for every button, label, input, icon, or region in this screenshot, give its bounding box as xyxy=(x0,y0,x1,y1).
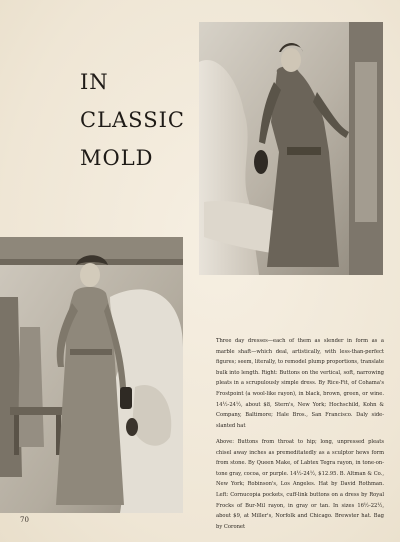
photo-top-right xyxy=(199,22,383,275)
headline-line-3: MOLD xyxy=(80,146,154,170)
headline xyxy=(80,63,185,177)
headline-line-1: IN xyxy=(80,70,109,94)
page-number: 70 xyxy=(20,516,29,524)
photo-bottom-left xyxy=(0,237,183,513)
caption-paragraph-1: Three day dresses—each of them as slender in form as a marble shaft—which deal, artistically, with less-than-perfect figures; seem, literally, to remodel plump proportions, translate bulk into length. Right: Buttons on the vertical, soft, narrowing pleats in a scrupulously simple dress. By Rice-Fit, of Cohama's Frostpoint (a wool-like rayon), in black, brown, green, or wine. 14½-24½, about $8, Stern's, New York; Hochschild, Kohn & Company, Baltimore; Hale Bros., San Francisco. Daly side-slanted hat xyxy=(216,338,384,429)
photo-bottom-left-image xyxy=(0,237,183,513)
photo-top-right-image xyxy=(199,22,383,275)
headline-line-2: CLASSIC xyxy=(80,108,185,132)
caption-paragraph-2: Above: Buttons from throat to hip; long, unpressed pleats chisel away inches as premeditatedly as a sculptor hews form from stone. By Queen Make, of Labtex Tegra rayon, in tone-on-tone gray, cocoa, or purple. 14½-24½, $12.95. B. Altman & Co., New York; Robinson's, Los Angeles. Hat by David Rothman. Left: Cornucopia pockets, cuff-link buttons on a dress by Royal Frocks of Bur-Mil rayon, in gray or tan. In sizes 16½-22½, about $9, at Miller's, Norfolk and Chicago. Brewster hat. Bag by Coronet xyxy=(216,439,384,530)
